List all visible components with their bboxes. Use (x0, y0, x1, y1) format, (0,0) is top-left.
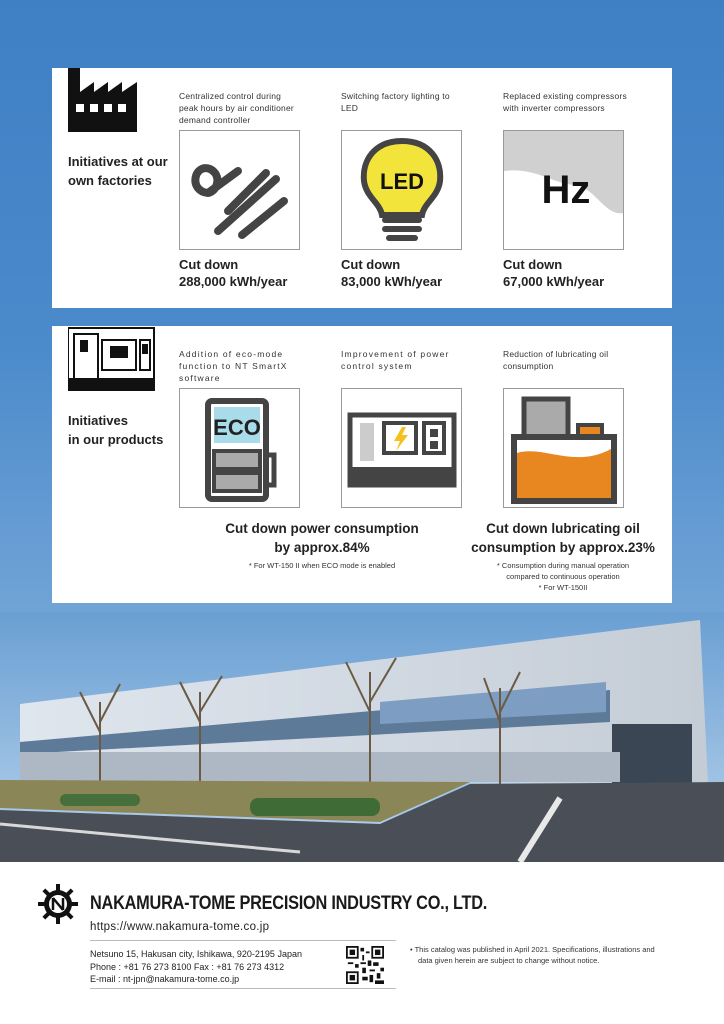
heading-line: own factories (68, 173, 152, 188)
card-result (341, 256, 466, 290)
caption-line: Centralized control during (179, 91, 282, 101)
card-result (179, 256, 304, 290)
company-row (38, 884, 552, 924)
caption-line: control system (341, 361, 413, 371)
bullet: • (410, 945, 415, 954)
power-result (202, 519, 442, 571)
contact-info (90, 948, 302, 986)
factory-initiatives-heading (68, 152, 178, 190)
result-line: 83,000 kWh/year (341, 274, 443, 289)
lubrication-card (503, 348, 628, 508)
caption-line: LED (341, 103, 359, 113)
footnote-line: * For WT-150II (538, 583, 588, 592)
notice-line: This catalog was published in April 2021. Specifications, illustrations and (414, 945, 655, 954)
product-initiatives-panel (52, 326, 672, 603)
result-line: consumption by approx.23% (471, 540, 655, 555)
result-line: Cut down lubricating oil (486, 521, 640, 536)
result-line: Cut down power consumption (225, 521, 419, 536)
eco-label: ECO (213, 415, 261, 440)
oil-tank-icon (503, 388, 624, 508)
card-result (503, 256, 628, 290)
caption-line: with inverter compressors (503, 103, 605, 113)
factory-icon (68, 68, 137, 132)
led-bulb-icon (341, 130, 462, 250)
caption-line: Replaced existing compressors (503, 91, 627, 101)
phone-fax: Phone : +81 76 273 8100 Fax : +81 76 273 4312 (90, 961, 285, 972)
card-caption (179, 90, 304, 130)
eco-machine-icon (179, 388, 300, 508)
heading-line: Initiatives (68, 413, 128, 428)
power-cabinet-icon (341, 388, 462, 508)
result-line: Cut down (503, 257, 563, 272)
divider (90, 988, 396, 989)
card-caption (341, 90, 466, 130)
caption-line: consumption (503, 361, 554, 371)
address: Netsuno 15, Hakusan city, Ishikawa, 920-2195 Japan (90, 949, 302, 959)
caption-line: Addition of eco-mode (179, 349, 284, 359)
factory-building-photo (0, 612, 724, 862)
led-lighting-card (341, 90, 466, 290)
notice-line: data given herein are subject to change without notice. (418, 955, 600, 965)
divider (90, 940, 396, 941)
result-line: 288,000 kWh/year (179, 274, 288, 289)
footer (0, 862, 724, 1024)
caption-line: function to NT SmartX (179, 361, 288, 371)
airflow-icon (179, 130, 300, 250)
company-gear-logo (38, 884, 78, 924)
email[interactable]: E-mail : nt-jpn@nakamura-tome.co.jp (90, 974, 240, 984)
hz-label: Hz (541, 168, 591, 212)
footnote-line: compared to continuous operation (506, 572, 620, 581)
result-line: Cut down (341, 257, 401, 272)
footnote: * For WT-150 II when ECO mode is enabled (248, 561, 396, 570)
led-label: LED (380, 169, 424, 194)
heading-line: Initiatives at our (68, 154, 168, 169)
caption-line: Improvement of power (341, 349, 450, 359)
factory-initiatives-panel (52, 68, 672, 308)
caption-line: Switching factory lighting to (341, 91, 450, 101)
result-line: by approx.84% (274, 540, 370, 555)
card-caption (503, 348, 628, 388)
oil-result (452, 519, 674, 593)
compressor-card (503, 90, 628, 290)
caption-line: demand controller (179, 115, 251, 125)
card-caption (179, 348, 304, 388)
website-link[interactable]: https://www.nakamura-tome.co.jp (90, 921, 270, 933)
heading-line: in our products (68, 432, 164, 447)
qr-code[interactable] (346, 946, 384, 984)
machine-tool-icon (68, 326, 158, 392)
card-caption (503, 90, 628, 130)
caption-line: Reduction of lubricating oil (503, 349, 609, 359)
result-line: 67,000 kWh/year (503, 274, 605, 289)
inverter-hz-icon (503, 130, 624, 250)
footnote (452, 560, 674, 593)
product-initiatives-heading (68, 411, 178, 449)
card-caption (341, 348, 466, 388)
caption-line: software (179, 373, 221, 383)
footnote-line: * Consumption during manual operation (496, 561, 630, 570)
air-conditioner-card (179, 90, 304, 290)
publication-notice (410, 945, 680, 966)
power-control-card (341, 348, 466, 508)
caption-line: peak hours by air conditioner (179, 103, 294, 113)
result-line: Cut down (179, 257, 239, 272)
eco-mode-card (179, 348, 304, 508)
company-name: NAKAMURA-TOME PRECISION INDUSTRY CO., LTD. (90, 893, 488, 914)
